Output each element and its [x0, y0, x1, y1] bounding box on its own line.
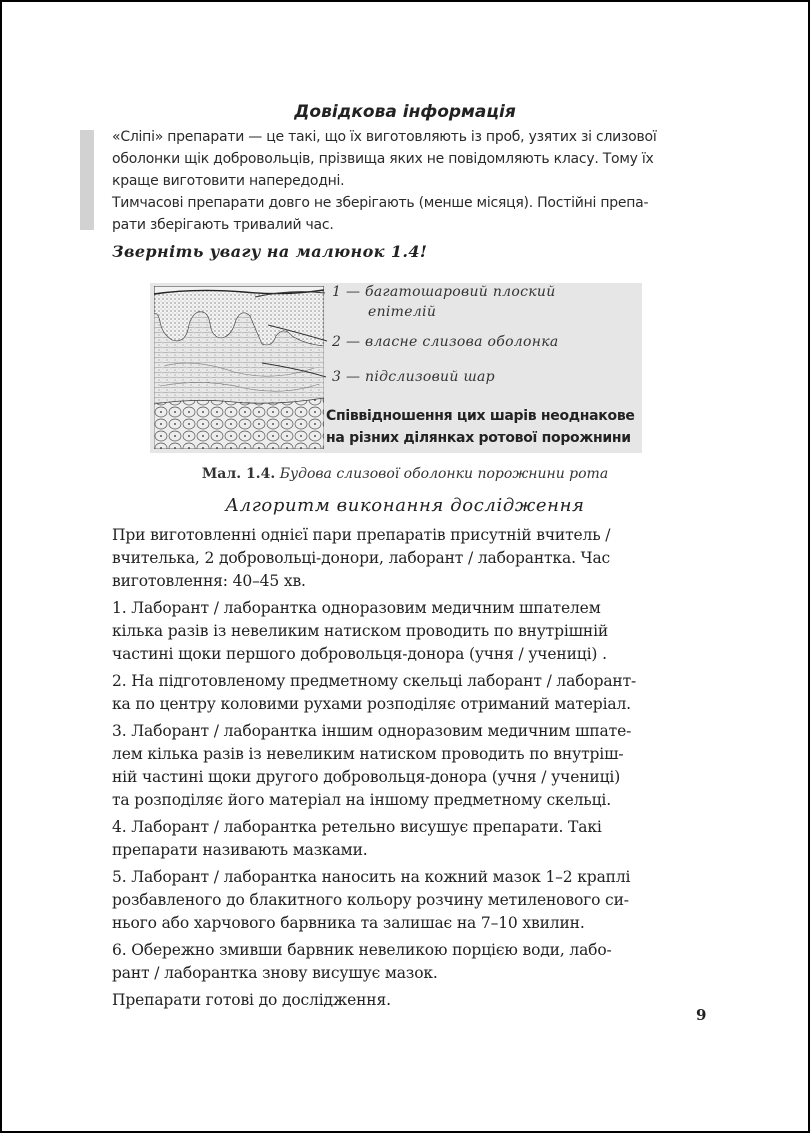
figure-note [326, 405, 635, 449]
text-line: розбавленого до блакитного кольору розчину метиленового си- [112, 891, 629, 909]
algorithm-title: Алгоритм виконання дослідження [225, 495, 585, 516]
text-line: Препарати готові до дослідження. [112, 991, 391, 1009]
figure-label-1-continued: епітелій [368, 304, 437, 320]
paragraph-step-3 [112, 720, 708, 812]
reference-info-sidebar-bar [80, 130, 94, 230]
text-line: частині щоки першого добровольця-донора (учня / учениці) . [112, 645, 607, 663]
text-line: 3. Лаборант / лаборантка іншим одноразовим медичним шпате- [112, 722, 632, 740]
figure-caption-text: Будова слизової оболонки порожнини рота [279, 466, 609, 482]
text-line: 1. Лаборант / лаборантка одноразовим медичним шпателем [112, 599, 601, 617]
paragraph-step-1 [112, 597, 708, 666]
text-line: 6. Обережно змивши барвник невеликою порцією води, лабо- [112, 941, 612, 959]
text-line: та розподіляє його матеріал на іншому предметному скельці. [112, 791, 611, 809]
text-line: рант / лаборантка знову висушує мазок. [112, 964, 438, 982]
figure-label-1: 1 — багатошаровий плоский [332, 284, 556, 300]
page-number: 9 [696, 1006, 707, 1024]
text-line: ка по центру коловими рухами розподіляє отриманий матеріал. [112, 695, 631, 713]
info-line: Тимчасові препарати довго не зберігають (менше місяця). Постійні препа- [112, 195, 649, 211]
text-line: нього або харчового барвника та залишає на 7–10 хвилин. [112, 914, 585, 932]
reference-info-title: Довідкова інформація [294, 102, 516, 122]
figure-1-4 [150, 283, 642, 453]
paragraph-step-4 [112, 816, 708, 862]
paragraph-step-5 [112, 866, 708, 935]
text-line: вчителька, 2 добровольці-донори, лаборант / лаборантка. Час [112, 549, 611, 567]
text-line: препарати називають мазками. [112, 841, 368, 859]
paragraph-intro [112, 524, 708, 593]
info-line: оболонки щік добровольців, прізвища яких не повідомляють класу. Тому їх [112, 151, 654, 167]
figure-label-2: 2 — власне слизова оболонка [332, 334, 559, 350]
text-line: ній частині щоки другого добровольця-донора (учня / учениці) [112, 768, 621, 786]
text-line: 2. На підготовленому предметному скельці лаборант / лаборант- [112, 672, 637, 690]
text-line: 4. Лаборант / лаборантка ретельно висушує препарати. Такі [112, 818, 602, 836]
reference-info-text [112, 126, 692, 236]
text-line: При виготовленні однієї пари препаратів присутній вчитель / [112, 526, 611, 544]
info-line: рати зберігають тривалий час. [112, 217, 334, 233]
figure-caption [2, 466, 808, 482]
figure-note-line: Співвідношення цих шарів неоднакове [326, 408, 635, 424]
text-line: виготовлення: 40–45 хв. [112, 572, 306, 590]
text-line: 5. Лаборант / лаборантка наносить на кожний мазок 1–2 краплі [112, 868, 631, 886]
figure-note-line: на різних ділянках ротової порожнини [326, 430, 631, 446]
info-line: краще виготовити напередодні. [112, 173, 345, 189]
paragraph-step-6 [112, 939, 708, 985]
paragraph-conclusion [112, 989, 708, 1012]
text-line: лем кілька разів із невеликим натиском проводить по внутріш- [112, 745, 624, 763]
text-line: кілька разів із невеликим натиском проводить по внутрішній [112, 622, 609, 640]
info-line: «Сліпі» препарати — це такі, що їх виготовляють із проб, узятих зі слизової [112, 129, 657, 145]
figure-caption-number: Мал. 1.4. [201, 466, 276, 482]
algorithm-body [112, 524, 708, 1016]
paragraph-step-2 [112, 670, 708, 716]
attention-heading: Зверніть увагу на малюнок 1.4! [112, 242, 428, 261]
figure-label-3: 3 — підслизовий шар [332, 369, 495, 385]
